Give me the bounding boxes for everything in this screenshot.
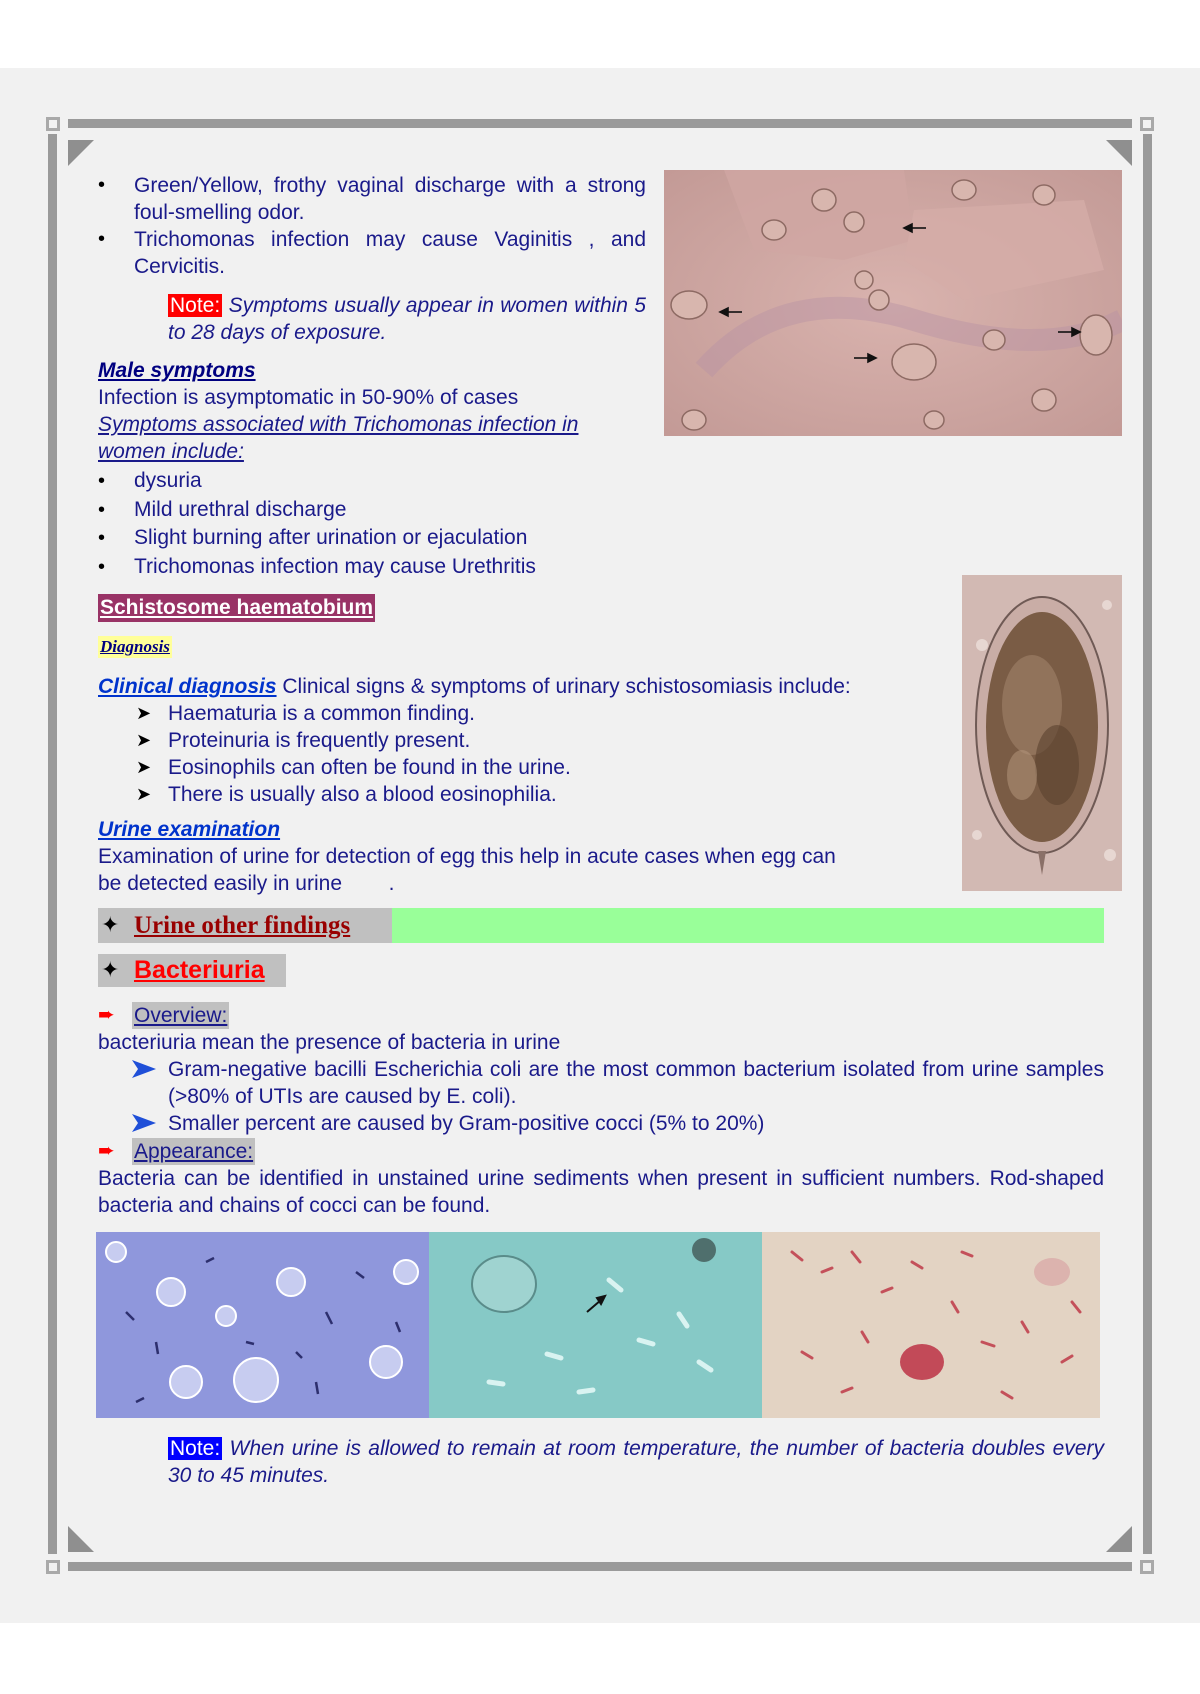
list-item: ➤ Proteinuria is frequently present. — [136, 729, 471, 752]
frame-corner-tr — [1140, 117, 1154, 131]
trich-symptom-list — [98, 172, 646, 280]
arrowhead-icon: ➤ — [136, 784, 152, 804]
overview-text: bacteriuria mean the presence of bacteria in urine — [98, 1031, 561, 1054]
overview-label: Overview: — [134, 1004, 228, 1027]
arrowhead-icon: ➤ — [136, 757, 152, 777]
male-sub-heading: Symptoms associated with Trichomonas infection in women include: — [98, 413, 579, 463]
list-item: • dysuria — [98, 467, 718, 496]
bacteria-micrograph-phase — [96, 1232, 429, 1418]
frame-corner-br — [1140, 1560, 1154, 1574]
list-item: Smaller percent are caused by Gram-positive cocci (5% to 20%) — [98, 1110, 1104, 1137]
frame-triangle-bl — [68, 1526, 94, 1552]
frame-top — [68, 119, 1132, 128]
appearance-text: Bacteria can be identified in unstained urine sediments when present in sufficient numbers. Rod-shaped bacteria and chains of cocci can be found. — [98, 1167, 1104, 1217]
bacteriuria-title: Bacteriuria — [134, 956, 265, 984]
arrowhead-icon: ➤ — [136, 703, 152, 723]
note-label: Note: — [170, 294, 221, 317]
frame-corner-bl — [46, 1560, 60, 1574]
clinical-diagnosis-line — [98, 673, 958, 700]
bacteria-note — [168, 1435, 1104, 1489]
urine-exam-heading: Urine examination — [98, 818, 281, 841]
frame-triangle-tr — [1106, 140, 1132, 166]
male-symptoms-heading: Male symptoms — [98, 359, 256, 382]
male-intro-text: Infection is asymptomatic in 50-90% of cases — [98, 386, 519, 409]
list-item: • Trichomonas infection may cause Vaginitis , and Cervicitis. — [98, 226, 646, 280]
bacteria-micrograph-gram-stain — [762, 1232, 1100, 1418]
note-label: Note: — [170, 1437, 221, 1460]
appearance-label: Appearance: — [134, 1140, 254, 1163]
frame-corner-tl — [46, 117, 60, 131]
schistosome-egg-micrograph — [962, 575, 1122, 891]
male-symptom-list — [98, 467, 718, 581]
list-item: Gram-negative bacilli Escherichia coli are the most common bacterium isolated from urine samples (>80% of UTIs are caused by E. coli). — [98, 1056, 1104, 1110]
red-arrow-icon: ➨ — [98, 1140, 115, 1162]
trich-note — [168, 292, 646, 346]
note-text: When urine is allowed to remain at room temperature, the number of bacteria doubles every 30 to 45 minutes. — [168, 1437, 1104, 1487]
diamond-bullet-icon: ✦ — [101, 912, 120, 937]
bacteria-micrograph-unstained — [429, 1232, 762, 1418]
schisto-title: Schistosome haematobium — [98, 594, 375, 622]
urine-exam-text-1: Examination of urine for detection of egg this help in acute cases when egg can — [98, 845, 836, 868]
diagnosis-label: Diagnosis — [100, 637, 170, 656]
frame-triangle-br — [1106, 1526, 1132, 1552]
overview-list — [98, 1056, 1104, 1137]
arrowhead-icon: ➤ — [136, 730, 152, 750]
clinical-signs-list — [98, 700, 958, 808]
list-item: • Slight burning after urination or ejaculation — [98, 524, 718, 553]
blue-arrow-icon — [132, 1060, 156, 1078]
blue-arrow-icon — [132, 1114, 156, 1132]
frame-left — [48, 134, 57, 1554]
list-item: • Green/Yellow, frothy vaginal discharge with a strong foul-smelling odor. — [98, 172, 646, 226]
list-item: • Mild urethral discharge — [98, 496, 718, 525]
red-arrow-icon: ➨ — [98, 1004, 115, 1026]
clinical-diagnosis-heading: Clinical diagnosis — [98, 675, 277, 698]
frame-bottom — [68, 1562, 1132, 1571]
list-item: ➤ Haematuria is a common finding. — [136, 702, 475, 725]
frame-triangle-tl — [68, 140, 94, 166]
list-item: ➤ There is usually also a blood eosinophilia. — [136, 783, 557, 806]
other-findings-title: Urine other findings — [134, 912, 351, 939]
diamond-bullet-icon: ✦ — [101, 957, 120, 982]
trichomonas-micrograph — [664, 170, 1122, 436]
list-item: ➤ Eosinophils can often be found in the urine. — [136, 756, 571, 779]
frame-right — [1143, 134, 1152, 1554]
urine-exam-text-2: be detected easily in urine . — [98, 872, 395, 895]
note-text: Symptoms usually appear in women within 5 to 28 days of exposure. — [168, 294, 646, 344]
list-item: • Trichomonas infection may cause Urethritis — [98, 553, 718, 582]
clinical-diagnosis-text: Clinical signs & symptoms of urinary schistosomiasis include: — [276, 675, 851, 698]
